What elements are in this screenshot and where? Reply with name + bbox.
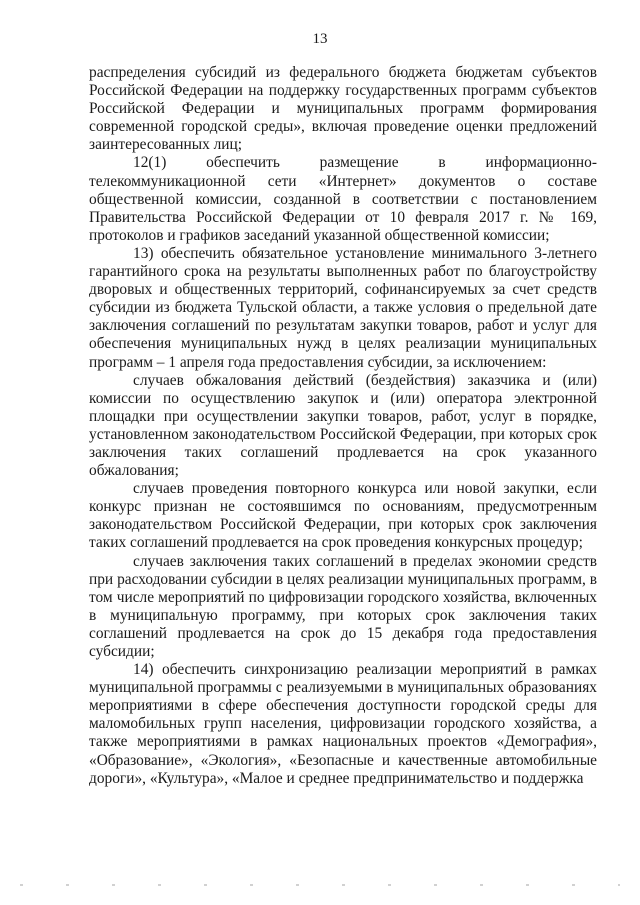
paragraph-item-12-1: 12(1) обеспечить размещение в информационно-телекоммуникационной сети «Интернет» документов о составе общественной комиссии, созданной в соответствии с постановлением Правительства Российской Федерации от 10 февраля 2017 г. № 169, протоколов и графиков заседаний указанной общественной комиссии; — [89, 154, 597, 244]
paragraph-exception-savings: случаев заключения таких соглашений в пределах экономии средств при расходовании субсидии в целях реализации муниципальных программ, в том числе мероприятий по цифровизации городского хозяйства, включенных в муниципальную программу, при которых срок заключения таких соглашений продлевается на срок до 15 декабря года предоставления субсидии; — [89, 552, 597, 660]
paragraph-item-13: 13) обеспечить обязательное установление минимального 3-летнего гарантийного срока на результаты выполненных работ по благоустройству дворовых и общественных территорий, софинансируемых за счет средств субсидии из бюджета Тульской области, а также условия о предельной дате заключения соглашений по результатам закупки товаров, работ и услуг для обеспечения муниципальных нужд в целях реализации муниципальных программ – 1 апреля года предоставления субсидии, за исключением: — [89, 244, 597, 371]
scan-artifact-line — [20, 884, 620, 886]
paragraph-subsidy-distribution: распределения субсидий из федерального бюджета бюджетам субъектов Российской Федерации на поддержку государственных программ субъектов Российской Федерации и муниципальных программ формирования современной городской среды», включая проведение оценки предложений заинтересованных лиц; — [89, 64, 597, 154]
page-number: 13 — [312, 31, 328, 47]
paragraph-exception-appeal: случаев обжалования действий (бездействия) заказчика и (или) комиссии по осуществлению закупок и (или) оператора электронной площадки при осуществлении закупки товаров, работ, услуг в порядке, установленном законодательством Российской Федерации, при которых срок заключения таких соглашений продлевается на срок указанного обжалования; — [89, 371, 597, 480]
document-body — [89, 64, 597, 788]
paragraph-exception-repeat-tender: случаев проведения повторного конкурса или новой закупки, если конкурс признан не состоявшимся по основаниям, предусмотренным законодательством Российской Федерации, при которых срок заключения таких соглашений продлевается на срок проведения конкурсных процедур; — [89, 480, 597, 552]
paragraph-item-14: 14) обеспечить синхронизацию реализации мероприятий в рамках муниципальной программы с реализуемыми в муниципальных образованиях мероприятиями в сфере обеспечения доступности городской среды для маломобильных групп населения, цифровизации городского хозяйства, а также мероприятиями в рамках национальных проектов «Демография», «Образование», «Экология», «Безопасные и качественные автомобильные дороги», «Культура», «Малое и среднее предпринимательство и поддержка — [89, 661, 597, 787]
